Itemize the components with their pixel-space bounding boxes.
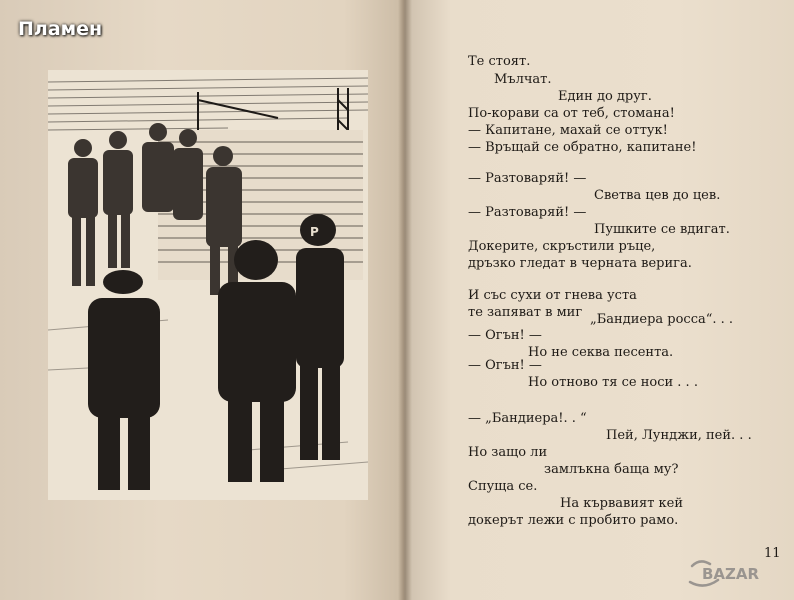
poem-line: — Разтоваряй! — (468, 205, 587, 220)
poem-line: И със сухи от гнева уста (468, 288, 637, 303)
poem-line: Пей, Лунджи, пей. . . (606, 428, 752, 443)
poem-line: — „Бандиера!. . “ (468, 411, 587, 426)
poem-line: дръзко гледат в черната верига. (468, 256, 692, 271)
poem-line: — Огън! — (468, 358, 542, 373)
poem-line: — Разтоваряй! — (468, 171, 587, 186)
poem-line: Пушките се вдигат. (594, 222, 730, 237)
poem-line: Светва цев до цев. (594, 188, 721, 203)
bazar-logo-text: BAZAR (702, 565, 760, 583)
poem-line: Един до друг. (558, 89, 652, 104)
svg-text:Р: Р (310, 225, 319, 239)
watermark-seller-name: Пламен (18, 18, 103, 40)
poem-line: те запяват в миг (468, 305, 583, 320)
right-page (404, 0, 794, 600)
poem-line: докерът лежи с пробито рамо. (468, 513, 679, 528)
poem-line: — Огън! — (468, 328, 542, 343)
poem-line: Но отново тя се носи . . . (528, 375, 698, 390)
poem-line: На кървавият кей (560, 496, 683, 511)
poem-line: „Бандиера росса“. . . (590, 312, 734, 327)
book-gutter (398, 0, 412, 600)
poem-text (404, 0, 794, 600)
poem-line: — Капитане, махай се оттук! (468, 123, 668, 138)
poem-line: — Връщай се обратно, капитане! (468, 140, 697, 155)
poem-line: Те стоят. (468, 54, 531, 69)
poem-line: Мълчат. (494, 72, 552, 87)
poem-line: Но не секва песента. (528, 345, 674, 360)
poem-line: По-корави са от теб, стомана! (468, 106, 675, 121)
poem-line: Докерите, скръстили ръце, (468, 239, 656, 254)
poem-line: Спуща се. (468, 479, 538, 494)
illustration-dockers (48, 70, 368, 500)
bazar-logo (684, 556, 788, 592)
page-number: 11 (764, 546, 781, 561)
poem-line: Но защо ли (468, 445, 548, 460)
poem-line: замлъкна баща му? (544, 462, 679, 477)
